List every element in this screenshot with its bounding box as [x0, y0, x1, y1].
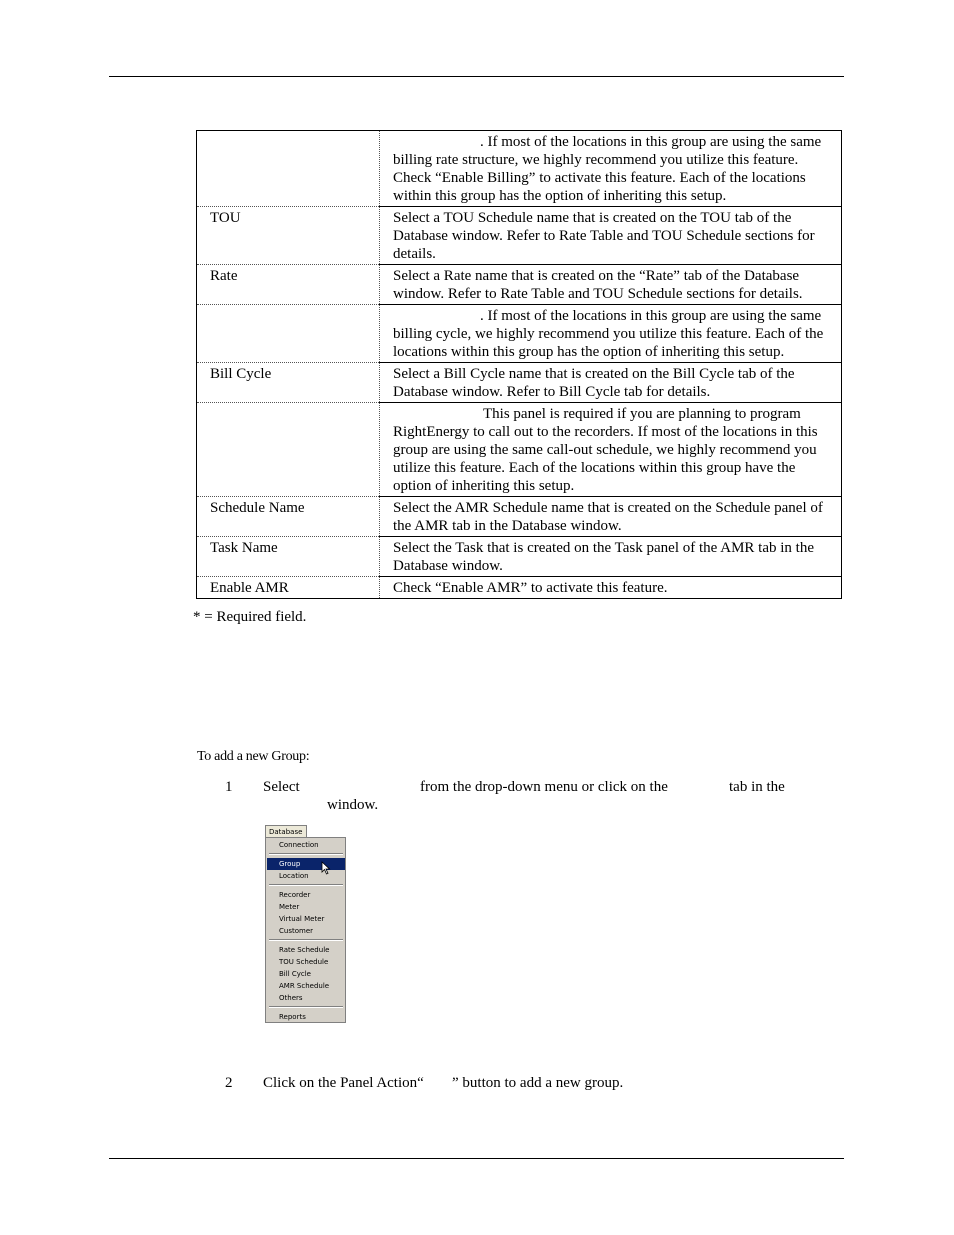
step-text: Click on the Panel Action“: [263, 1075, 424, 1091]
menu-item-tou-schedule[interactable]: TOU Schedule: [279, 958, 329, 966]
step-number: 1: [225, 779, 233, 795]
menu-separator: [269, 1006, 343, 1008]
field-name: [197, 305, 380, 363]
menu-item-others[interactable]: Others: [279, 994, 303, 1002]
menu-item-group[interactable]: Group: [267, 858, 345, 870]
mouse-pointer-icon: [321, 861, 331, 875]
field-name: Task Name: [197, 537, 380, 577]
table-row: [197, 537, 842, 577]
field-description: Select a Bill Cycle name that is created on the Bill Cycle tab of the Database window. Refer to Bill Cycle tab for details.: [380, 363, 842, 403]
field-name: [197, 131, 380, 207]
step-number: 2: [225, 1075, 233, 1091]
table-row: [197, 363, 842, 403]
field-name: Schedule Name: [197, 497, 380, 537]
menu-item-customer[interactable]: Customer: [279, 927, 314, 935]
menu-item-amr-schedule[interactable]: AMR Schedule: [279, 982, 330, 990]
field-name: Enable AMR: [197, 577, 380, 599]
menu-item-rate-schedule[interactable]: Rate Schedule: [279, 946, 330, 954]
table-row: [197, 207, 842, 265]
menu-item-reports[interactable]: Reports: [279, 1013, 306, 1021]
field-name: [197, 403, 380, 497]
table-row: [197, 305, 842, 363]
footer-rule: [109, 1158, 844, 1159]
menu-separator: [269, 853, 343, 855]
menu-separator: [269, 939, 343, 941]
field-description: Select the Task that is created on the Task panel of the AMR tab in the Database window.: [380, 537, 842, 577]
menu-item-connection[interactable]: Connection: [279, 841, 319, 849]
menu-item-location[interactable]: Location: [279, 872, 309, 880]
field-name: Bill Cycle: [197, 363, 380, 403]
menu-title[interactable]: Database: [265, 825, 307, 837]
header-rule: [109, 76, 844, 77]
field-description: . If most of the locations in this group are using the same billing rate structure, we highly recommend you utilize this feature. Check “Enable Billing” to activate this feature. Each of the locations within this group has the option of inheriting this setup.: [393, 134, 822, 204]
field-description: . If most of the locations in this group are using the same billing cycle, we highly recommend you utilize this feature. Each of the locations within this group has the option of inheriting this setup.: [380, 305, 842, 363]
table-row: [197, 497, 842, 537]
field-name: Rate: [197, 265, 380, 305]
required-field-note: * = Required field.: [193, 609, 307, 625]
step-text: Select: [263, 779, 300, 795]
field-description: Check “Enable AMR” to activate this feature.: [380, 577, 842, 599]
menu-item-recorder[interactable]: Recorder: [279, 891, 311, 899]
table-row: [197, 131, 842, 207]
field-description: This panel is required if you are planning to program RightEnergy to call out to the recorders. If most of the locations in this group are using the same call-out schedule, we highly recommend you utilize this feature. Each of the locations within this group have the option of inheriting this setup.: [380, 403, 842, 497]
parameters-table: [196, 130, 842, 599]
field-description: Select the AMR Schedule name that is created on the Schedule panel of the AMR tab in the Database window.: [380, 497, 842, 537]
menu-panel: [265, 837, 346, 1023]
field-description: Select a TOU Schedule name that is created on the TOU tab of the Database window. Refer to Rate Table and TOU Schedule sections for details.: [380, 207, 842, 265]
menu-item-virtual-meter[interactable]: Virtual Meter: [279, 915, 325, 923]
step-text: from the drop-down menu or click on the: [420, 779, 668, 795]
step-text: ” button to add a new group.: [452, 1075, 624, 1091]
table-row: [197, 403, 842, 497]
step-text: tab in the: [729, 779, 785, 795]
table-row: [197, 265, 842, 305]
field-name: TOU: [197, 207, 380, 265]
field-description: Select a Rate name that is created on the “Rate” tab of the Database window. Refer to Rate Table and TOU Schedule sections for details.: [380, 265, 842, 305]
database-menu-screenshot: [265, 825, 346, 1025]
procedure-title: To add a new Group:: [197, 749, 310, 764]
table-row: [197, 577, 842, 599]
step-text: window.: [327, 797, 379, 813]
menu-item-meter[interactable]: Meter: [279, 903, 300, 911]
menu-item-bill-cycle[interactable]: Bill Cycle: [279, 970, 311, 978]
menu-separator: [269, 884, 343, 886]
